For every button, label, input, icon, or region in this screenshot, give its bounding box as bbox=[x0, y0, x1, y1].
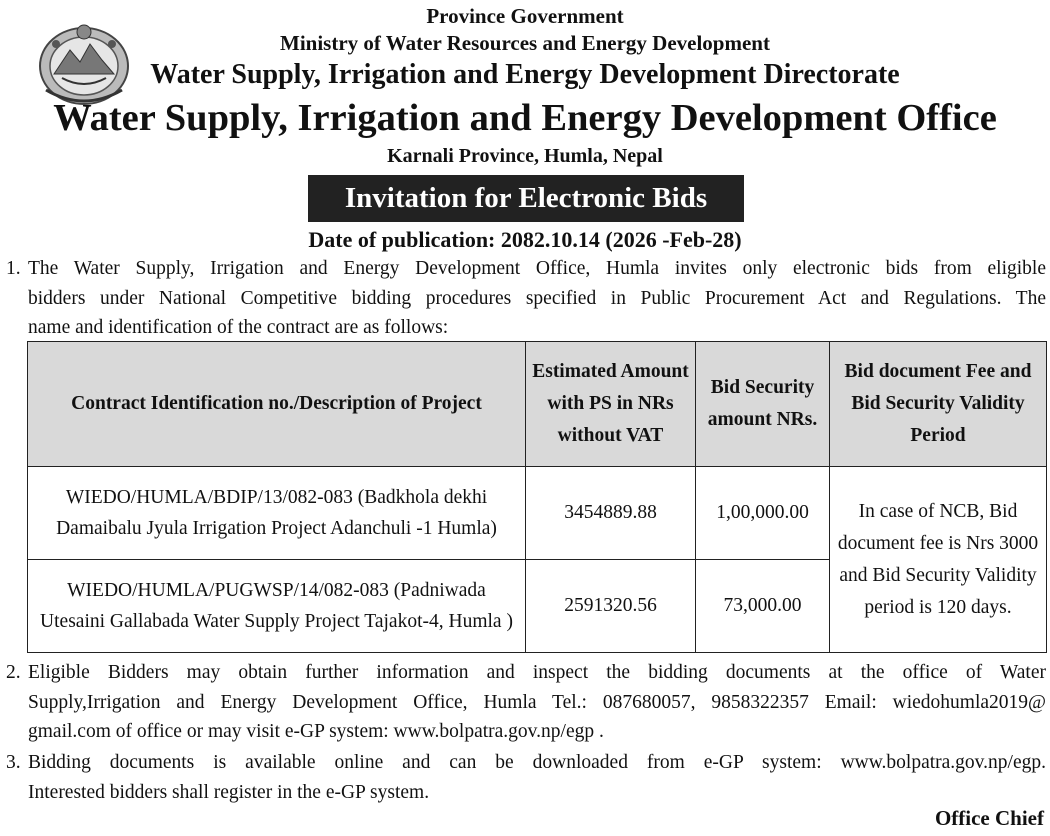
paragraph-line: Supply,Irrigation and Energy Development Office, Humla Tel.: 087680057, 9858322357 Email: wiedohumla2019@ bbox=[28, 691, 1046, 713]
paragraph-line: The Water Supply, Irrigation and Energy Development Office, Humla invites only electronic bids from eligible bbox=[28, 258, 1046, 279]
paragraph-line: Interested bidders shall register in the e-GP system. bbox=[28, 781, 430, 803]
paragraph-line: Eligible Bidders may obtain further information and inspect the bidding documents at the office of Water bbox=[28, 662, 1046, 683]
header-province: Province Government bbox=[426, 4, 624, 28]
header-amount: Estimated Amount with PS in NRs without VAT bbox=[526, 342, 696, 467]
table-row bbox=[28, 467, 1047, 560]
bid-security: 1,00,000.00 bbox=[696, 467, 830, 560]
paragraph-number: 2. bbox=[6, 662, 21, 683]
publication-date: Date of publication: 2082.10.14 (2026 -Feb-28) bbox=[308, 227, 742, 252]
header-fee-validity: Bid document Fee and Bid Security Validity Period bbox=[830, 342, 1047, 467]
estimated-amount: 2591320.56 bbox=[526, 560, 696, 653]
header-contract: Contract Identification no./Description of Project bbox=[28, 342, 526, 467]
paragraph-number: 1. bbox=[6, 258, 21, 279]
paragraph-2 bbox=[6, 658, 1046, 747]
paragraph-line: Bidding documents is available online and can be downloaded from e-GP system: www.bolpatra.gov.np/egp. bbox=[28, 752, 1046, 773]
office-title: Water Supply, Irrigation and Energy Development Office bbox=[53, 97, 997, 139]
invitation-banner: Invitation for Electronic Bids bbox=[308, 175, 744, 222]
paragraph-line: gmail.com of office or may visit e-GP system: www.bolpatra.gov.np/egp . bbox=[28, 721, 604, 742]
signature-office-chief: Office Chief bbox=[934, 806, 1044, 830]
contracts-table bbox=[27, 341, 1047, 653]
paragraph-3 bbox=[6, 748, 1046, 807]
validity-note: In case of NCB, Bid document fee is Nrs 3000 and Bid Security Validity period is 120 days. bbox=[830, 467, 1047, 653]
paragraph-1 bbox=[6, 254, 1046, 343]
paragraph-line: name and identification of the contract are as follows: bbox=[28, 317, 449, 338]
paragraph-line: bidders under National Competitive bidding procedures specified in Public Procurement Act and Regulations. The bbox=[28, 287, 1046, 309]
paragraph-number: 3. bbox=[6, 752, 21, 773]
header-ministry: Ministry of Water Resources and Energy Development bbox=[280, 31, 770, 55]
bid-security: 73,000.00 bbox=[696, 560, 830, 653]
header-directorate: Water Supply, Irrigation and Energy Development Directorate bbox=[150, 59, 900, 90]
office-address: Karnali Province, Humla, Nepal bbox=[387, 145, 663, 167]
contract-description: WIEDO/HUMLA/PUGWSP/14/082-083 (Padniwada Utesaini Gallabada Water Supply Project Tajakot-4, Humla ) bbox=[28, 560, 526, 653]
contract-description: WIEDO/HUMLA/BDIP/13/082-083 (Badkhola dekhi Damaibalu Jyula Irrigation Project Adanchuli -1 Humla) bbox=[28, 467, 526, 560]
table-header-row bbox=[28, 342, 1047, 467]
estimated-amount: 3454889.88 bbox=[526, 467, 696, 560]
header-security: Bid Security amount NRs. bbox=[696, 342, 830, 467]
